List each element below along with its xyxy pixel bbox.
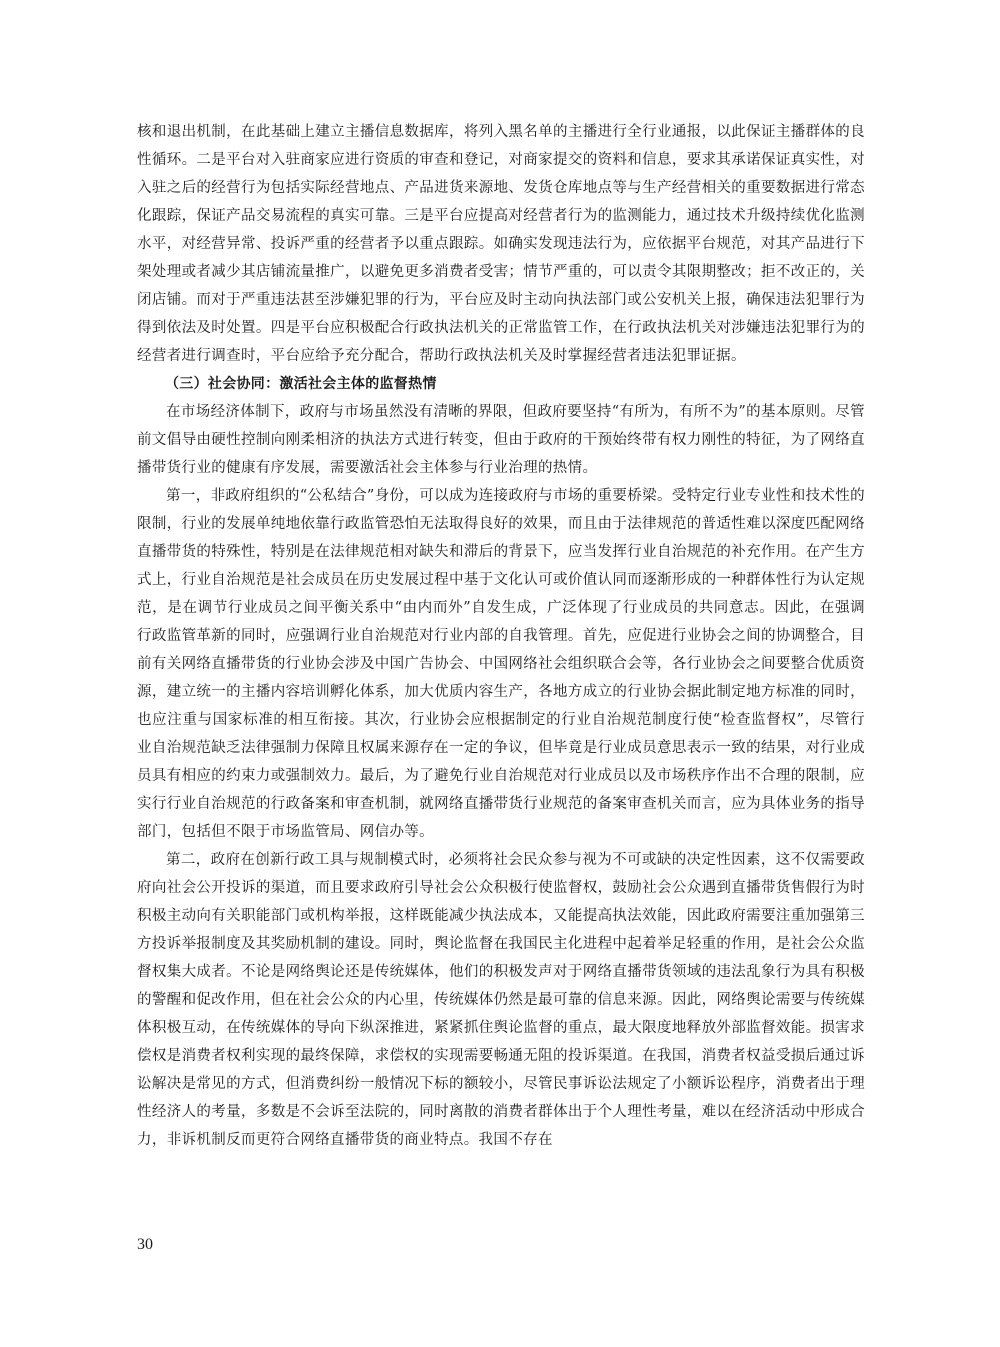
section-heading-social-coordination: （三）社会协同：激活社会主体的监督热情 bbox=[165, 376, 437, 392]
page-body bbox=[137, 118, 865, 1154]
paragraph-platform-duties: 核和退出机制，在此基础上建立主播信息数据库，将列入黑名单的主播进行全行业通报，以此保证主播群体的良性循环。二是平台对入驻商家应进行资质的审查和登记，对商家提交的资料和信息，要求其承诺保证真实性，对入驻之后的经营行为包括实际经营地点、产品进货来源地、发货仓库地点等与生产经营相关的重要数据进行常态化跟踪，保证产品交易流程的真实可靠。三是平台应提高对经营者行为的监测能力，通过技术升级持续优化监测水平，对经营异常、投诉严重的经营者予以重点跟踪。如确实发现违法行为，应依据平台规范，对其产品进行下架处理或者减少其店铺流量推广，以避免更多消费者受害；情节严重的，可以责令其限期整改；拒不改正的，关闭店铺。而对于严重违法甚至涉嫌犯罪的行为，平台应及时主动向执法部门或公安机关上报，确保违法犯罪行为得到依法及时处置。四是平台应积极配合行政执法机关的正常监管工作，在行政执法机关对涉嫌违法犯罪行为的经营者进行调查时，平台应给予充分配合，帮助行政执法机关及时掌握经营者违法犯罪证据。 bbox=[137, 124, 865, 364]
paragraph-first-ngo: 第一，非政府组织的“公私结合”身份，可以成为连接政府与市场的重要桥梁。受特定行业专业性和技术性的限制，行业的发展单纯地依靠行政监管恐怕无法取得良好的效果，而且由于法律规范的普适性难以深度匹配网络直播带货的特殊性，特别是在法律规范相对缺失和滞后的背景下，应当发挥行业自治规范的补充作用。在产生方式上，行业自治规范是社会成员在历史发展过程中基于文化认可或价值认同而逐渐形成的一种群体性行为认定规范，是在调节行业成员之间平衡关系中“由内而外”自发生成，广泛体现了行业成员的共同意志。因此，在强调行政监管革新的同时，应强调行业自治规范对行业内部的自我管理。首先，应促进行业协会之间的协调整合，目前有关网络直播带货的行业协会涉及中国广告协会、中国网络社会组织联合会等，各行业协会之间要整合优质资源，建立统一的主播内容培训孵化体系，加大优质内容生产，各地方成立的行业协会据此制定地方标准的同时，也应注重与国家标准的相互衔接。其次，行业协会应根据制定的行业自治规范制度行使“检查监督权”，尽管行业自治规范缺乏法律强制力保障且权属来源存在一定的争议，但毕竟是行业成员意思表示一致的结果，对行业成员具有相应的约束力或强制效力。最后，为了避免行业自治规范对行业成员以及市场秩序作出不合理的限制，应实行行业自治规范的行政备案和审查机制，就网络直播带货行业规范的备案审查机关而言，应为具体业务的指导部门，包括但不限于市场监管局、网信办等。 bbox=[137, 488, 865, 840]
page-number: 30 bbox=[137, 1236, 153, 1253]
paragraph-market-economy: 在市场经济体制下，政府与市场虽然没有清晰的界限，但政府要坚持“有所为，有所不为”的基本原则。尽管前文倡导由硬性控制向刚柔相济的执法方式进行转变，但由于政府的干预始终带有权力刚性的特征，为了网络直播带货行业的健康有序发展，需要激活社会主体参与行业治理的热情。 bbox=[137, 404, 865, 476]
paragraph-second-public-participation: 第二，政府在创新行政工具与规制模式时，必须将社会民众参与视为不可或缺的决定性因素，这不仅需要政府向社会公开投诉的渠道，而且要求政府引导社会公众积极行使监督权，鼓励社会公众遇到直播带货售假行为时积极主动向有关职能部门或机构举报，这样既能减少执法成本，又能提高执法效能，因此政府需要注重加强第三方投诉举报制度及其奖励机制的建设。同时，舆论监督在我国民主化进程中起着举足轻重的作用，是社会公众监督权集大成者。不论是网络舆论还是传统媒体，他们的积极发声对于网络直播带货领域的违法乱象行为具有积极的警醒和促改作用，但在社会公众的内心里，传统媒体仍然是最可靠的信息来源。因此，网络舆论需要与传统媒体积极互动，在传统媒体的导向下纵深推进，紧紧抓住舆论监督的重点，最大限度地释放外部监督效能。损害求偿权是消费者权利实现的最终保障，求偿权的实现需要畅通无阻的投诉渠道。在我国，消费者权益受损后通过诉讼解决是常见的方式，但消费纠纷一般情况下标的额较小，尽管民事诉讼法规定了小额诉讼程序，消费者出于理性经济人的考量，多数是不会诉至法院的，同时离散的消费者群体出于个人理性考量，难以在经济活动中形成合力，非诉机制反而更符合网络直播带货的商业特点。我国不存在 bbox=[137, 852, 865, 1148]
